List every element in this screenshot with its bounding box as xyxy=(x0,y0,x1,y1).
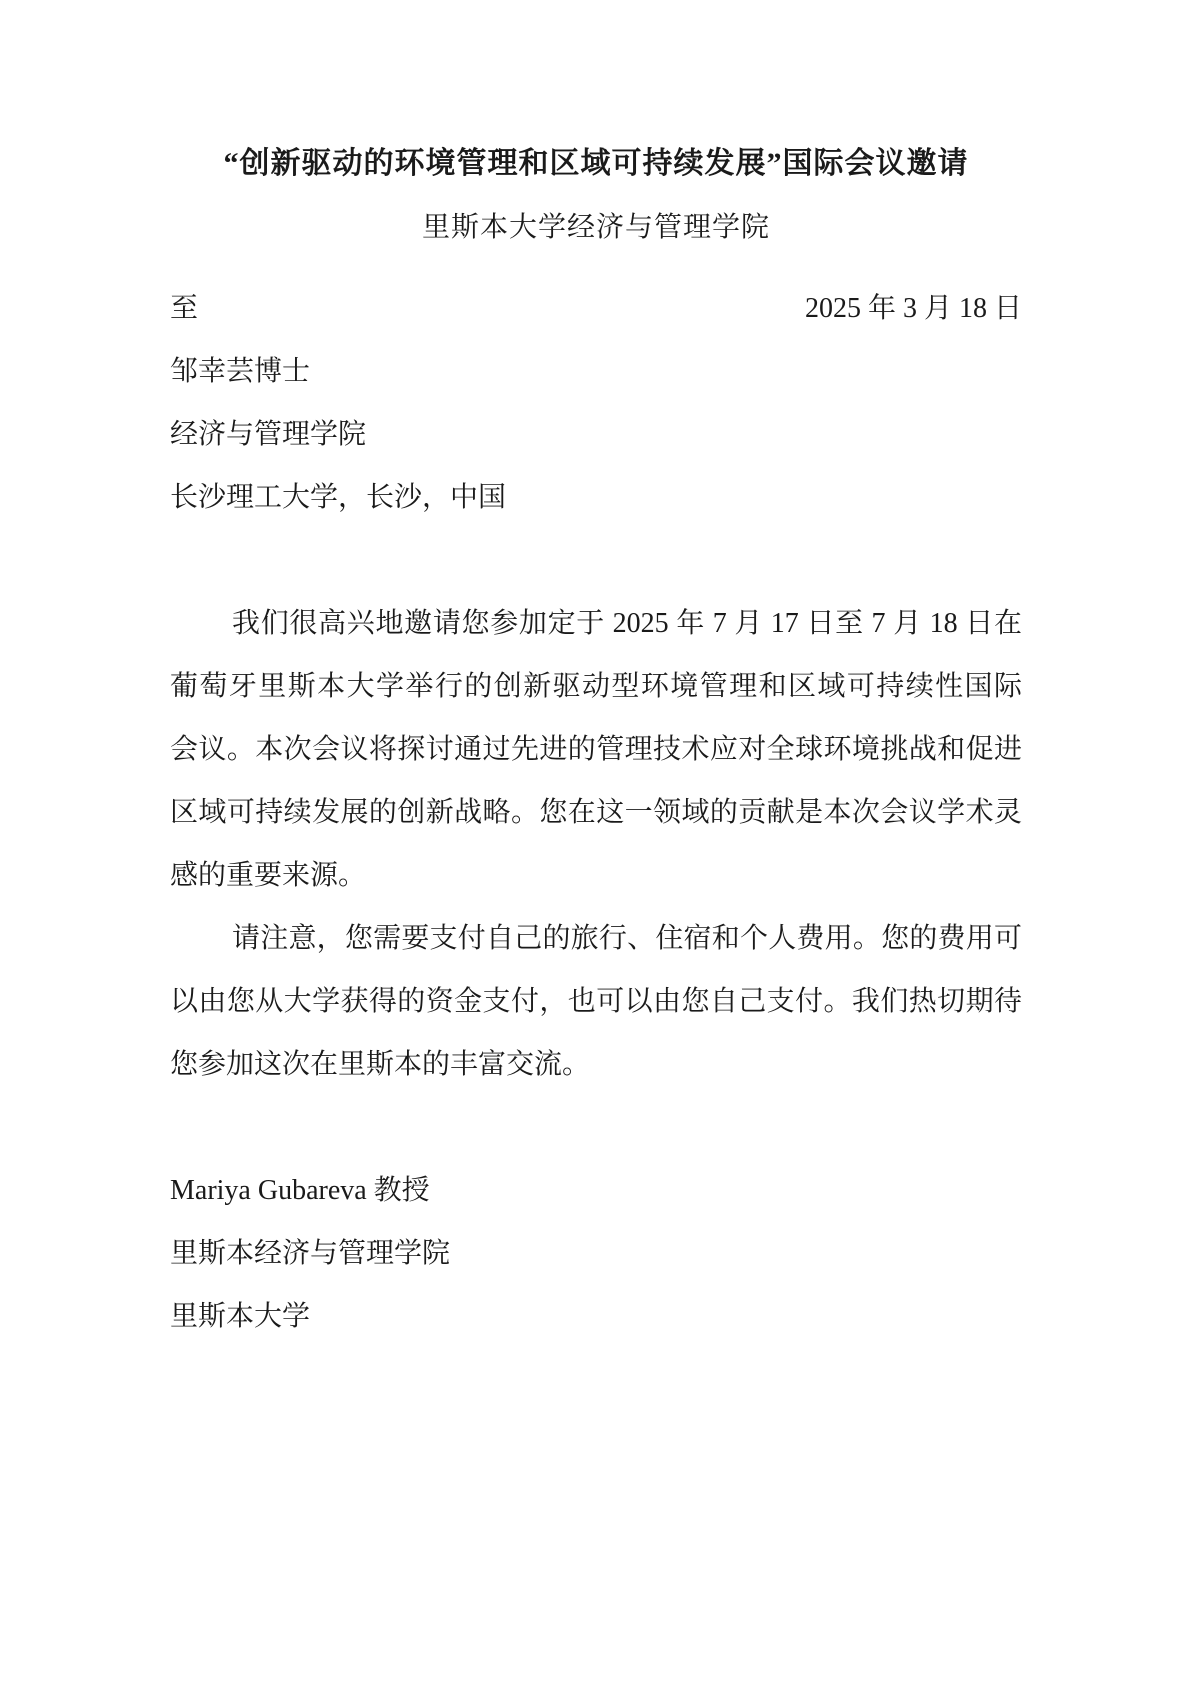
signature-university: 里斯本大学 xyxy=(170,1301,311,1332)
signature-school: 里斯本经济与管理学院 xyxy=(170,1238,451,1269)
blank-line xyxy=(170,529,1022,592)
recipient-department: 经济与管理学院 xyxy=(170,419,367,450)
recipient-address: 长沙理工大学，长沙，中国 xyxy=(170,482,507,513)
letter-date: 2025 年 3 月 18 日 xyxy=(804,293,1022,324)
body-line: 您参加这次在里斯本的丰富交流。 xyxy=(170,1049,591,1080)
body-line: 请注意，您需要支付自己的旅行、住宿和个人费用。您的费用可 xyxy=(232,923,1022,954)
salutation-date-row xyxy=(170,277,1022,340)
letter-title: “创新驱动的环境管理和区域可持续发展”国际会议邀请 xyxy=(223,147,969,180)
blank-line xyxy=(170,1096,1022,1159)
body-line: 我们很高兴地邀请您参加定于 2025 年 7 月 17 日至 7 月 18 日在 xyxy=(232,608,1022,639)
body-line: 会议。本次会议将探讨通过先进的管理技术应对全球环境挑战和促进 xyxy=(170,734,1022,765)
body-paragraph-1 xyxy=(170,592,1022,907)
body-line: 以由您从大学获得的资金支付，也可以由您自己支付。我们热切期待 xyxy=(170,986,1022,1017)
body-line: 葡萄牙里斯本大学举行的创新驱动型环境管理和区域可持续性国际 xyxy=(170,671,1022,702)
body-paragraph-2 xyxy=(170,907,1022,1096)
salutation: 至 xyxy=(170,293,199,324)
signature-name: Mariya Gubareva 教授 xyxy=(170,1175,430,1206)
body-line: 区域可持续发展的创新战略。您在这一领域的贡献是本次会议学术灵 xyxy=(170,797,1022,828)
recipient-name: 邹幸芸博士 xyxy=(170,356,311,387)
letter-subtitle: 里斯本大学经济与管理学院 xyxy=(421,212,770,243)
body-line: 感的重要来源。 xyxy=(170,860,367,891)
signature-block xyxy=(170,1159,1022,1348)
